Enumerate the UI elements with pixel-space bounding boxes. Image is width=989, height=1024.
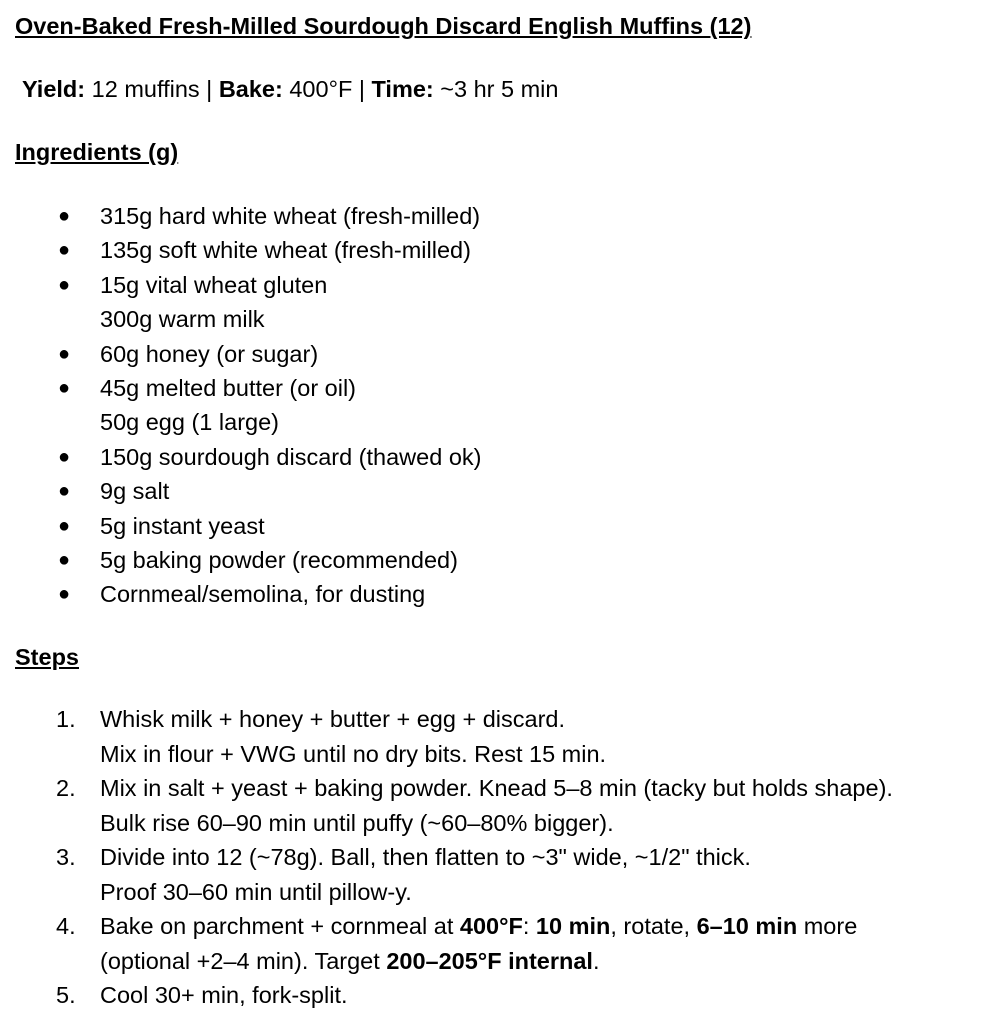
- bullet-icon: ●: [58, 548, 71, 571]
- ingredients-heading: Ingredients (g): [15, 139, 179, 165]
- ingredient-text: 45g melted butter (or oil): [100, 374, 357, 401]
- ingredient-text: 60g honey (or sugar): [100, 340, 319, 367]
- time-label: Time:: [371, 76, 434, 102]
- step-text-part: (optional +2–4 min). Target: [100, 947, 387, 974]
- ingredient-item: [0, 337, 481, 371]
- step-text: Whisk milk + honey + butter + egg + discard.: [100, 706, 566, 732]
- step-text-part: :: [522, 913, 536, 939]
- bake-label: Bake:: [218, 76, 283, 102]
- ingredient-item-continued: [0, 405, 481, 439]
- step-text: Mix in flour + VWG until no dry bits. Rest 15 min.: [100, 740, 607, 767]
- bullet-icon: ●: [58, 514, 71, 537]
- bullet-icon: ●: [58, 239, 71, 262]
- step-text: Bulk rise 60–90 min until puffy (~60–80% bigger).: [100, 809, 614, 836]
- ingredient-text: 150g sourdough discard (thawed ok): [100, 443, 482, 470]
- steps-list: [0, 702, 893, 1013]
- ingredient-item: [0, 371, 481, 405]
- step-item: [0, 978, 893, 1013]
- step-item: [0, 840, 893, 875]
- yield-label: Yield:: [22, 76, 86, 102]
- step-text: [100, 913, 857, 939]
- ingredient-text: 5g instant yeast: [100, 512, 265, 539]
- ingredient-text: Cornmeal/semolina, for dusting: [100, 581, 426, 608]
- bullet-icon: ●: [58, 342, 71, 365]
- ingredient-item: [0, 474, 481, 508]
- bullet-icon: ●: [58, 445, 71, 468]
- step-item: [0, 771, 893, 806]
- step-number: 4.: [56, 913, 76, 939]
- ingredient-item-continued: [0, 302, 481, 336]
- ingredient-text: 9g salt: [100, 478, 170, 505]
- step-text-part: Bake on parchment + cornmeal at: [100, 913, 460, 939]
- bullet-icon: ●: [58, 273, 71, 296]
- page-title: Oven-Baked Fresh-Milled Sourdough Discard English Muffins (12): [15, 13, 752, 39]
- step-number: 3.: [56, 844, 76, 870]
- bullet-icon: ●: [58, 583, 71, 606]
- bullet-icon: ●: [58, 205, 71, 227]
- step-text: Cool 30+ min, fork-split.: [100, 982, 348, 1008]
- step-number: 1.: [56, 706, 76, 732]
- recipe-meta-line: [22, 74, 558, 104]
- step-item-continued: [0, 806, 893, 841]
- step-text: Mix in salt + yeast + baking powder. Knead 5–8 min (tacky but holds shape).: [100, 775, 893, 801]
- step-text-part: .: [592, 947, 600, 974]
- ingredient-item: [0, 509, 481, 543]
- bullet-icon: ●: [58, 480, 71, 503]
- yield-value: 12 muffins |: [85, 76, 219, 102]
- step-text: Proof 30–60 min until pillow-y.: [100, 878, 412, 905]
- ingredient-text: 50g egg (1 large): [100, 409, 279, 436]
- ingredient-text: 300g warm milk: [100, 306, 265, 333]
- time-value: ~3 hr 5 min: [433, 76, 559, 102]
- internal-temp-emphasis: 200–205°F internal: [386, 947, 593, 974]
- ingredient-item: [0, 440, 481, 474]
- step-number: 2.: [56, 775, 76, 801]
- ingredient-text: 15g vital wheat gluten: [100, 271, 328, 298]
- second-bake-time-emphasis: 6–10 min: [696, 913, 798, 939]
- ingredient-item: [0, 268, 481, 302]
- bake-temp-emphasis: 400°F: [459, 913, 523, 939]
- ingredient-text: 135g soft white wheat (fresh-milled): [100, 237, 471, 264]
- bullet-icon: ●: [58, 376, 71, 399]
- step-text: Divide into 12 (~78g). Ball, then flatten to ~3" wide, ~1/2" thick.: [100, 844, 751, 870]
- step-item-continued: [0, 944, 893, 979]
- step-text-part: more: [797, 913, 858, 939]
- step-number: 5.: [56, 982, 76, 1008]
- ingredient-item: [0, 199, 481, 233]
- bake-value: 400°F |: [282, 76, 372, 102]
- step-item-continued: [0, 875, 893, 910]
- ingredient-item: [0, 543, 481, 577]
- first-bake-time-emphasis: 10 min: [535, 913, 611, 939]
- step-text: [100, 948, 600, 974]
- step-item-continued: [0, 737, 893, 772]
- ingredient-text: 315g hard white wheat (fresh-milled): [100, 203, 481, 229]
- step-item: [0, 702, 893, 737]
- ingredient-item: [0, 577, 481, 611]
- steps-heading: Steps: [15, 644, 79, 670]
- ingredient-text: 5g baking powder (recommended): [100, 546, 458, 573]
- step-text-part: , rotate,: [610, 913, 697, 939]
- ingredients-list: [0, 199, 481, 612]
- step-item: [0, 909, 893, 944]
- ingredient-item: [0, 233, 481, 267]
